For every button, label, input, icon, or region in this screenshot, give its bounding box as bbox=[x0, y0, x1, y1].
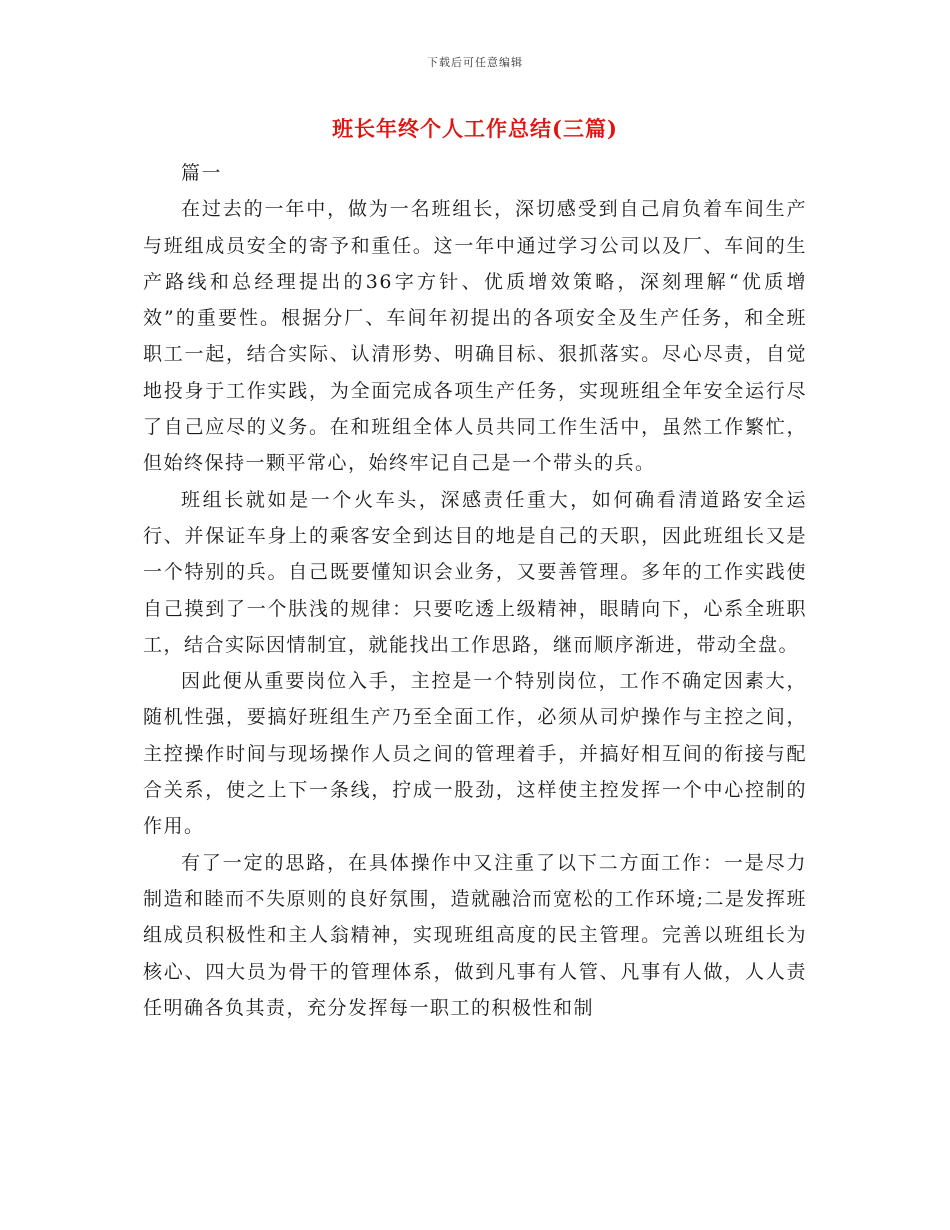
paragraph-4: 有了一定的思路，在具体操作中又注重了以下二方面工作：一是尽力制造和睦而不失原则的良好氛围，造就融洽而宽松的工作环境;二是发挥班组成员积极性和主人翁精神，实现班组高度的民主管理。完善以班组长为核心、四大员为骨干的管理体系，做到凡事有人管、凡事有人做，人人责任明确各负其责，充分发挥每一职工的积极性和制 bbox=[143, 851, 807, 1019]
document-body bbox=[143, 155, 807, 1026]
paragraph-2: 班组长就如是一个火车头，深感责任重大，如何确看清道路安全运行、并保证车身上的乘客安全到达目的地是自己的天职，因此班组长又是一个特别的兵。自己既要懂知识会业务，又要善管理。多年的工作实践使自己摸到了一个肤浅的规律：只要吃透上级精神，眼睛向下，心系全班职工，结合实际因情制宜，就能找出工作思路，继而顺序渐进，带动全盘。 bbox=[143, 488, 807, 656]
paragraph-3: 因此便从重要岗位入手，主控是一个特别岗位，工作不确定因素大，随机性强，要搞好班组生产乃至全面工作，必须从司炉操作与主控之间，主控操作时间与现场操作人员之间的管理着手，并搞好相互间的衔接与配合关系，使之上下一条线，拧成一股劲，这样使主控发挥一个中心控制的作用。 bbox=[143, 670, 807, 838]
section-label: 篇一 bbox=[181, 162, 223, 184]
paragraph-1: 在过去的一年中，做为一名班组长，深切感受到自己肩负着车间生产与班组成员安全的寄予和重任。这一年中通过学习公司以及厂、车间的生产路线和总经理提出的36字方针、优质增效策略，深刻理解“优质增效”的重要性。根据分厂、车间年初提出的各项安全及生产任务，和全班职工一起，结合实际、认清形势、明确目标、狠抓落实。尽心尽责，自觉地投身于工作实践，为全面完成各项生产任务，实现班组全年安全运行尽了自己应尽的义务。在和班组全体人员共同工作生活中，虽然工作繁忙，但始终保持一颗平常心，始终牢记自己是一个带头的兵。 bbox=[143, 198, 807, 475]
document-title: 班长年终个人工作总结(三篇) bbox=[332, 116, 618, 141]
header-note: 下载后可任意编辑 bbox=[427, 56, 523, 69]
